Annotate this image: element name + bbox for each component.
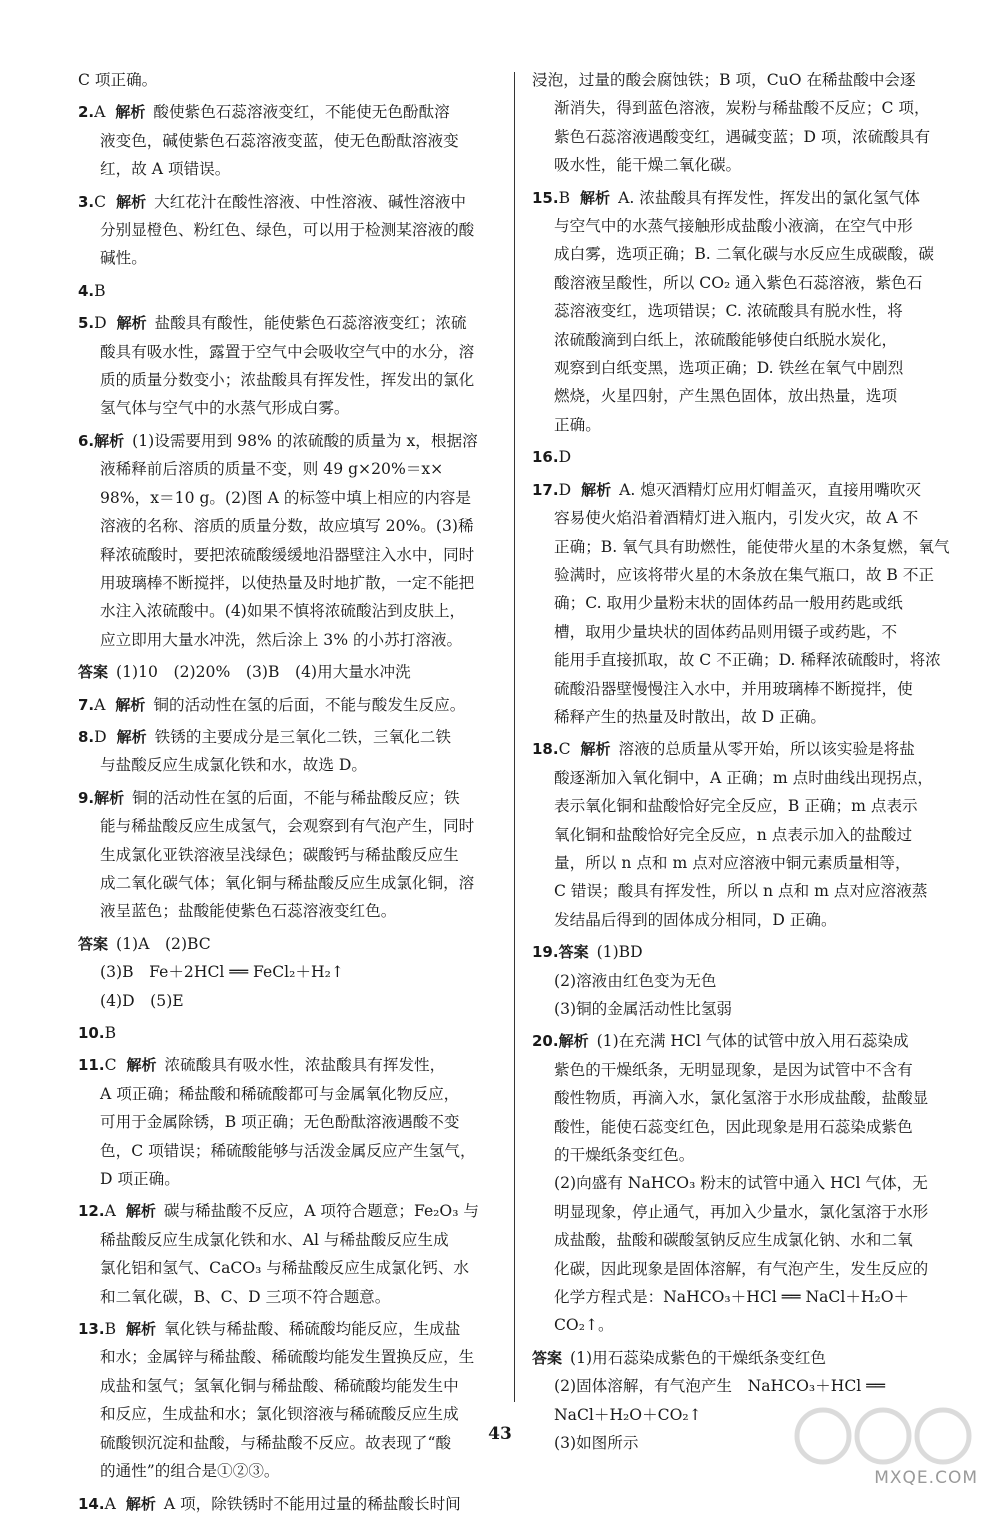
line-text: 质的质量分数变小；浓盐酸具有挥发性，挥发出的氯化 [100,371,475,390]
answer-letter: D [558,448,572,467]
line-text: (1)BD [596,943,643,962]
question-block [532,476,962,732]
line-text: 液呈蓝色；盐酸能使紫色石蕊溶液变红色。 [100,902,397,921]
line-text: 硫酸钡沉淀和盐酸，与稀盐酸不反应。故表现了“酸 [100,1433,452,1452]
section-tag: 解析 [581,480,612,499]
line-text: 酸具有吸水性，露置于空气中会吸收空气中的水分，溶 [100,342,475,361]
line-text: 成二氧化碳气体；氧化铜与稀盐酸反应生成氯化铜，溶 [100,873,475,892]
question-block [78,66,508,94]
question-block [78,427,508,654]
line-text: 红，故 A 项错误。 [100,160,231,179]
line-text: 成盐酸，盐酸和碳酸氢钠反应生成氯化钠、水和二氧 [554,1231,913,1250]
left-column [78,66,508,1522]
question-number: 11. [78,1056,105,1075]
question-block [78,277,508,305]
section-tag: 解析 [116,727,147,746]
line-text: 酸性物质，再滴入水，氯化氢溶于水形成盐酸，盐酸显 [554,1089,929,1108]
question-number: 13. [78,1320,105,1339]
line-text: A. 浓盐酸具有挥发性，挥发出的氯化氢气体 [618,188,920,207]
answer-letter: C [104,1056,117,1075]
line-text: 和反应，生成盐和水；氯化钡溶液与稀硫酸反应生成 [100,1405,459,1424]
line-text: (3)B Fe＋2HCl ══ FeCl₂＋H₂↑ [100,963,344,982]
line-text: 浓硫酸滴到白纸上，浓硫酸能够使白纸脱水炭化， [554,330,898,349]
question-line [78,930,508,958]
line-text: 的通性”的组合是①②③。 [100,1462,280,1481]
line-text: 溶液的总质量从零开始，所以该实验是将盐 [618,740,915,759]
question-line [78,427,508,455]
question-block [78,1315,508,1485]
column-divider [514,72,515,1402]
line-text: 氧化铁与稀盐酸、稀硫酸均能反应，生成盐 [164,1320,461,1339]
question-line [78,784,508,812]
line-text: 98%，x＝10 g。(2)图 A 的标签中填上相应的内容是 [100,488,471,507]
answer-letter: A [104,1494,116,1513]
section-tag: 解析 [125,1202,156,1221]
line-text: A 项，除铁锈时不能用过量的稀盐酸长时间 [163,1494,461,1513]
line-text: 氯化铝和氢气、CaCO₃ 与稀盐酸反应生成氯化钙、水 [100,1259,470,1278]
line-text: (2)向盛有 NaHCO₃ 粉末的试管中通入 HCl 气体，无 [554,1174,928,1193]
section-tag: 解析 [125,1494,156,1513]
question-number: 19. [532,943,559,962]
line-text: 铜的活动性在氢的后面，不能与稀盐酸反应；铁 [132,788,460,807]
question-line [78,1051,508,1079]
line-text: 释浓硫酸时，要把浓硫酸缓缓地沿器壁注入水中，同时 [100,545,475,564]
question-block [532,1027,962,1339]
question-line [78,1315,508,1343]
question-number: 9. [78,788,95,807]
line-text: 渐消失，得到蓝色溶液，炭粉与稀盐酸不反应；C 项， [554,99,930,118]
answer-letter: C [94,192,107,211]
answer-letter: A [94,103,106,122]
line-text: 硫酸沿器壁慢慢注入水中，并用玻璃棒不断搅拌，使 [554,679,913,698]
line-text: 浸泡，过量的酸会腐蚀铁；B 项，CuO 在稀盐酸中会逐 [532,71,916,89]
line-text: 正确。 [554,415,601,434]
section-tag: 答案 [78,934,109,953]
line-text: (1)在充满 HCl 气体的试管中放入用石蕊染成 [596,1032,909,1051]
line-text: (2)固体溶解，有气泡产生 NaHCO₃＋HCl ══ [554,1377,885,1396]
question-number: 5. [78,314,95,333]
question-block [78,188,508,273]
question-line [78,309,508,337]
line-text: 可用于金属除锈，B 项正确；无色酚酞溶液遇酸不变 [100,1113,460,1132]
line-text: 容易使火焰沿着酒精灯进入瓶内，引发火灾，故 A 不 [554,509,919,528]
question-number: 17. [532,480,559,499]
line-text: 用玻璃棒不断搅拌，以使热量及时地扩散，一定不能把 [100,573,475,592]
question-number: 10. [78,1024,105,1042]
line-text: 酸溶液呈酸性，所以 CO₂ 通入紫色石蕊溶液，紫色石 [554,273,923,292]
line-text: 确；C. 取用少量粉末状的固体药品一般用药匙或纸 [554,594,903,613]
line-text: C 错误；酸具有挥发性，所以 n 点和 m 点对应溶液蒸 [554,882,928,901]
line-text: 酸使紫色石蕊溶液变红，不能使无色酚酞溶 [153,103,450,122]
line-text: 色，C 项错误；稀硫酸能够与活泼金属反应产生氢气， [100,1141,476,1160]
line-text: 验满时，应该将带火星的木条放在集气瓶口，故 B 不正 [554,565,935,584]
question-block [78,1051,508,1193]
line-text: A 项正确；稀盐酸和稀硫酸都可与金属氧化物反应， [100,1084,460,1103]
answer-letter: B [558,188,571,207]
line-text: (1)设需要用到 98% 的浓硫酸的质量为 x，根据溶 [132,431,478,450]
line-text: 成盐和氢气；氢氧化铜与稀盐酸、稀硫酸均能发生中 [100,1376,459,1395]
section-tag: 解析 [126,1320,157,1339]
answer-letter: B [104,1320,117,1339]
line-text: 酸逐渐加入氧化铜中，A 正确；m 点时曲线出现拐点， [554,768,934,787]
question-line [78,1019,508,1047]
question-number: 4. [78,281,95,300]
question-block [78,784,508,926]
question-number: 14. [78,1494,105,1513]
question-number: 16. [532,448,559,467]
question-number: 6. [78,431,95,450]
question-line [78,691,508,719]
line-text: 正确；B. 氧气具有助燃性，能使带火星的木条复燃，氧气 [554,537,950,556]
line-text: (3)铜的金属活动性比氢弱 [554,1000,733,1018]
line-text: 溶液的名称、溶质的质量分数，故应填写 20%。(3)稀 [100,517,474,536]
question-block [532,938,962,1023]
question-block [532,443,962,471]
line-text: 明显现象，停止通气，再加入少量水，氯化氢溶于水形 [554,1202,929,1221]
section-tag: 解析 [94,788,125,807]
line-text: 能用手直接抓取，故 C 不正确；D. 稀释浓硫酸时，将浓 [554,651,941,670]
line-text: 大红花汁在酸性溶液、中性溶液、碱性溶液中 [154,192,466,211]
line-text: 碳与稀盐酸不反应，A 项符合题意；Fe₂O₃ 与 [163,1202,480,1221]
line-text: 量，所以 n 点和 m 点对应溶液中铜元素质量相等， [554,853,911,872]
line-text: (2)溶液由红色变为无色 [554,971,717,990]
line-text: 氢气体与空气中的水蒸气形成白雾。 [100,399,350,418]
line-text: 液变色，碱使紫色石蕊溶液变蓝，使无色酚酞溶液变 [100,131,459,150]
line-text: CO₂↑。 [554,1316,614,1335]
question-number: 18. [532,740,559,759]
line-text: 铁锈的主要成分是三氧化二铁，三氧化二铁 [154,727,451,746]
question-line [532,735,962,763]
line-text: 和水；金属锌与稀盐酸、稀硫酸均能发生置换反应，生 [100,1348,475,1367]
line-text: 与盐酸反应生成氯化铁和水，故选 D。 [100,756,367,775]
line-text: 紫色石蕊溶液遇酸变红，遇碱变蓝；D 项，浓硫酸具有 [554,127,931,146]
line-text: 槽，取用少量块状的固体药品则用镊子或药匙，不 [554,622,898,641]
answer-letter: C [558,740,571,759]
line-text: (1)用石蕊染成紫色的干燥纸条变红色 [570,1348,827,1367]
answer-letter: A [104,1202,116,1221]
line-text: 吸水性，能干燥二氧化碳。 [554,156,742,175]
question-line [532,443,962,471]
line-text: 应立即用大量水冲洗，然后涂上 3% 的小苏打溶液。 [100,630,463,649]
watermark-site: MXQE.COM [874,1468,978,1488]
line-text: 发结晶后得到的固体成分相同，D 正确。 [554,910,837,929]
question-block [532,735,962,934]
question-number: 20. [532,1032,559,1051]
line-text: 和二氧化碳，B、C、D 三项不符合题意。 [100,1287,391,1306]
question-block [78,658,508,686]
line-text: 液稀释前后溶质的质量不变，则 49 g×20%＝x× [100,460,444,479]
question-line [532,476,962,504]
line-text: 稀释产生的热量及时散出，故 D 正确。 [554,707,826,726]
section-tag: 解析 [558,1032,589,1051]
section-tag: 解析 [580,188,611,207]
line-text: C 项正确。 [78,71,158,89]
line-text: 浓硫酸具有吸水性，浓盐酸具有挥发性， [164,1056,446,1075]
line-text: 观察到白纸变黑，选项正确；D. 铁丝在氧气中剧烈 [554,359,904,378]
question-block [532,66,962,180]
section-tag: 答案 [78,663,109,682]
answer-letter: D [558,480,572,499]
question-block [78,930,508,1015]
question-line [78,658,508,686]
question-line [532,66,962,94]
question-block [78,309,508,423]
answer-letter: A [94,695,106,714]
line-text: 分别显橙色、粉红色、绿色，可以用于检测某溶液的酸 [100,221,475,240]
answer-letter: D [94,727,107,746]
line-text: A. 熄灭酒精灯应用灯帽盖灭，直接用嘴吹灭 [619,480,921,499]
question-block [78,723,508,780]
answer-letter: B [104,1024,117,1042]
line-text: 酸性，能使石蕊变红色，因此现象是用石蕊染成紫色 [554,1117,913,1136]
line-text: 铜的活动性在氢的后面，不能与酸发生反应。 [153,695,466,714]
question-block [78,691,508,719]
line-text: 化学方程式是：NaHCO₃＋HCl ══ NaCl＋H₂O＋ [554,1288,910,1307]
line-text: D 项正确。 [100,1170,180,1189]
line-text: 蕊溶液变红，选项错误；C. 浓硫酸具有脱水性，将 [554,302,903,321]
section-tag: 答案 [558,943,589,962]
question-line [78,1490,508,1518]
section-tag: 解析 [126,1056,157,1075]
line-text: 生成氯化亚铁溶液呈浅绿色；碳酸钙与稀盐酸反应生 [100,845,459,864]
line-text: 紫色的干燥纸条，无明显现象，是因为试管中不含有 [554,1060,913,1079]
question-block [78,1019,508,1047]
line-text: 氧化铜和盐酸恰好完全反应，n 点表示加入的盐酸过 [554,825,913,844]
line-text: 稀盐酸反应生成氯化铁和水、Al 与稀盐酸反应生成 [100,1230,449,1249]
question-line [78,188,508,216]
question-line [532,1027,962,1055]
line-text: 盐酸具有酸性，能使紫色石蕊溶液变红；浓硫 [154,314,467,333]
question-number: 3. [78,192,95,211]
line-text: (1)10 (2)20% (3)B (4)用大量水冲洗 [116,663,411,682]
question-number: 15. [532,188,559,207]
section-tag: 答案 [532,1348,563,1367]
question-line [78,66,508,94]
line-text: (4)D (5)E [100,991,184,1010]
line-text: 水注入浓硫酸中。(4)如果不慎将浓硫酸沾到皮肤上， [100,602,466,621]
section-tag: 解析 [580,740,611,759]
question-line [78,723,508,751]
line-text: (3)如图所示 [554,1434,639,1453]
line-text: 成白雾，选项正确；B. 二氧化碳与水反应生成碳酸，碳 [554,245,935,264]
line-text: 与空气中的水蒸气接触形成盐酸小液滴，在空气中形 [554,217,913,236]
question-block [78,98,508,183]
question-number: 8. [78,727,95,746]
question-number: 7. [78,695,95,714]
section-tag: 解析 [115,695,146,714]
section-tag: 解析 [116,314,147,333]
right-column [532,66,962,1462]
line-text: 能与稀盐酸反应生成氢气，会观察到有气泡产生，同时 [100,817,475,836]
line-text: NaCl＋H₂O＋CO₂↑ [554,1405,702,1424]
answer-letter: B [94,281,106,300]
section-tag: 解析 [94,431,125,450]
question-block [532,184,962,440]
question-number: 2. [78,103,95,122]
question-line [78,98,508,126]
section-tag: 解析 [115,103,146,122]
line-text: 化碳，因此现象是固体溶解，有气泡产生，发生反应的 [554,1259,929,1278]
question-line [532,938,962,966]
question-line [532,184,962,212]
line-text: (1)A (2)BC [116,934,211,953]
question-block [78,1490,508,1518]
question-number: 12. [78,1202,105,1221]
page-number: 43 [488,1424,512,1444]
answer-letter: D [94,314,107,333]
line-text: 碱性。 [100,249,147,268]
line-text: 表示氧化铜和盐酸恰好完全反应，B 正确；m 点表示 [554,797,918,816]
question-line [532,1344,962,1372]
question-line [78,1197,508,1225]
question-line [78,277,508,305]
line-text: 的干燥纸条变红色。 [554,1146,695,1165]
line-text: 燃烧，火星四射，产生黑色固体，放出热量，选项 [554,387,898,406]
section-tag: 解析 [116,192,147,211]
question-block [78,1197,508,1311]
